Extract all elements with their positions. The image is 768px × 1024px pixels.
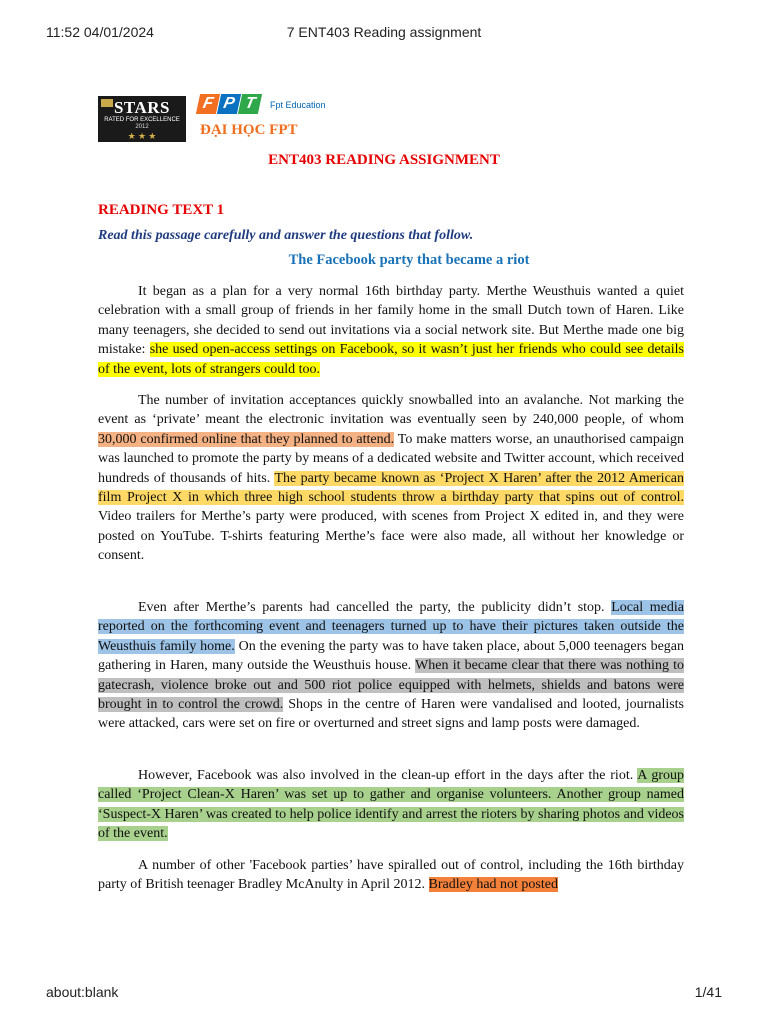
highlight-yellow: she used open-access settings on Facebook, so it wasn’t just her friends who could see details of the event, lots of strangers could too. [98,342,684,377]
highlight-gray: When it became clear that there was nothing to gatecrash, violence broke out and 500 riot police equipped with helmets, shields and batons were brought in to control the crowd. [98,658,684,713]
document-title: ENT403 READING ASSIGNMENT [268,152,500,168]
instruction-text: Read this passage carefully and answer the questions that follow. [98,228,474,243]
fpt-education-label: Fpt Education [270,100,326,110]
highlight-blue: Local media reported on the forthcoming event and teenagers turned up to have their pictures taken outside the Weusthuis family home. [98,600,684,654]
reading-text-heading: READING TEXT 1 [98,202,225,218]
print-url: about:blank [46,984,119,1000]
paragraph-2: The number of invitation acceptances quickly snowballed into an avalanche. Not marking the event as ‘private’ meant the electronic invitation was eventually seen by 240,000 people, of whom 30,000 confirmed online that they planned to attend. To make matters worse, an unauthorised campaign was launched to promote the party by means of a dedicated website and Twitter account, which received hundreds of thousands of hits. The party became known as ‘Project X Haren’ after the 2012 American film Project X in which three high school students throw a birthday party that spins out of control. Video trailers for Merthe’s party were produced, with scenes from Project X edited in, and they were posted on YouTube. T-shirts featuring Merthe’s face were also made, all without her knowledge or consent. [98,393,684,564]
print-page-title: 7 ENT403 Reading assignment [286,24,482,40]
passage-title: The Facebook party that became a riot [288,252,530,268]
paragraph-5: A number of other 'Facebook parties’ have spiralled out of control, including the 16th birthday party of British teenager Bradley McAnulty in April 2012. Bradley had not posted [98,858,684,893]
fpt-letter-t: T [238,94,262,114]
print-datetime: 11:52 04/01/2024 [46,24,154,40]
paragraph-3: Even after Merthe’s parents had cancelled the party, the publicity didn’t stop. Local media reported on the forthcoming event and teenagers turned up to have their pictures taken outside the Weusthuis family home. On the evening the party was to have taken place, about 5,000 teenagers began gathering in Haren, many outside the Weusthuis house. When it became clear that there was nothing to gatecrash, violence broke out and 500 riot police equipped with helmets, shields and batons were brought in to control the crowd. Shops in the centre of Haren were vandalised and looted, journalists were attacked, cars were set on fire or overturned and street signs and lamp posts were damaged. [98,600,685,732]
fpt-letter-f: F [196,94,220,114]
fpt-letter-p: P [217,94,241,114]
logo-banner [98,94,338,144]
fpt-logo [198,94,326,114]
highlight-peach: 30,000 confirmed online that they planned to attend. [98,431,395,447]
paragraph-4: However, Facebook was also involved in the clean-up effort in the days after the riot. A group called ‘Project Clean-X Haren’ was set up to gather and organise volunteers. Another group named ‘Suspect-X Haren’ was created to help police identify and arrest the rioters by sharing photos and videos of the event. [98,768,684,842]
highlight-orange: Bradley had not posted [428,877,558,893]
qs-stars-logo: STARS RATED FOR EXCELLENCE 2012 ★ ★ ★ [98,96,186,142]
star-icons: ★ ★ ★ [127,131,157,141]
highlight-gold: The party became known as ‘Project X Haren’ after the 2012 American film Project X in which three high school students throw a birthday party that spins out of control. [98,470,684,506]
print-page-count: 1/41 [694,984,722,1000]
university-name: ĐẠI HỌC FPT [200,122,298,138]
paragraph-1: It began as a plan for a very normal 16th birthday party. Merthe Weusthuis wanted a quiet celebration with a small group of friends in her family home in the small Dutch town of Haren. Like many teenagers, she decided to send out invitations via a social network site. But Merthe made one big mistake: she used open-access settings on Facebook, so it wasn’t just her friends who could see details of the event, lots of strangers could too. [98,284,684,377]
highlight-green: A group called ‘Project Clean-X Haren’ was set up to gather and organise volunteers. Another group named ‘Suspect-X Haren’ was created to help police identify and arrest the rioters by sharing photos and videos of the event. [98,768,684,842]
